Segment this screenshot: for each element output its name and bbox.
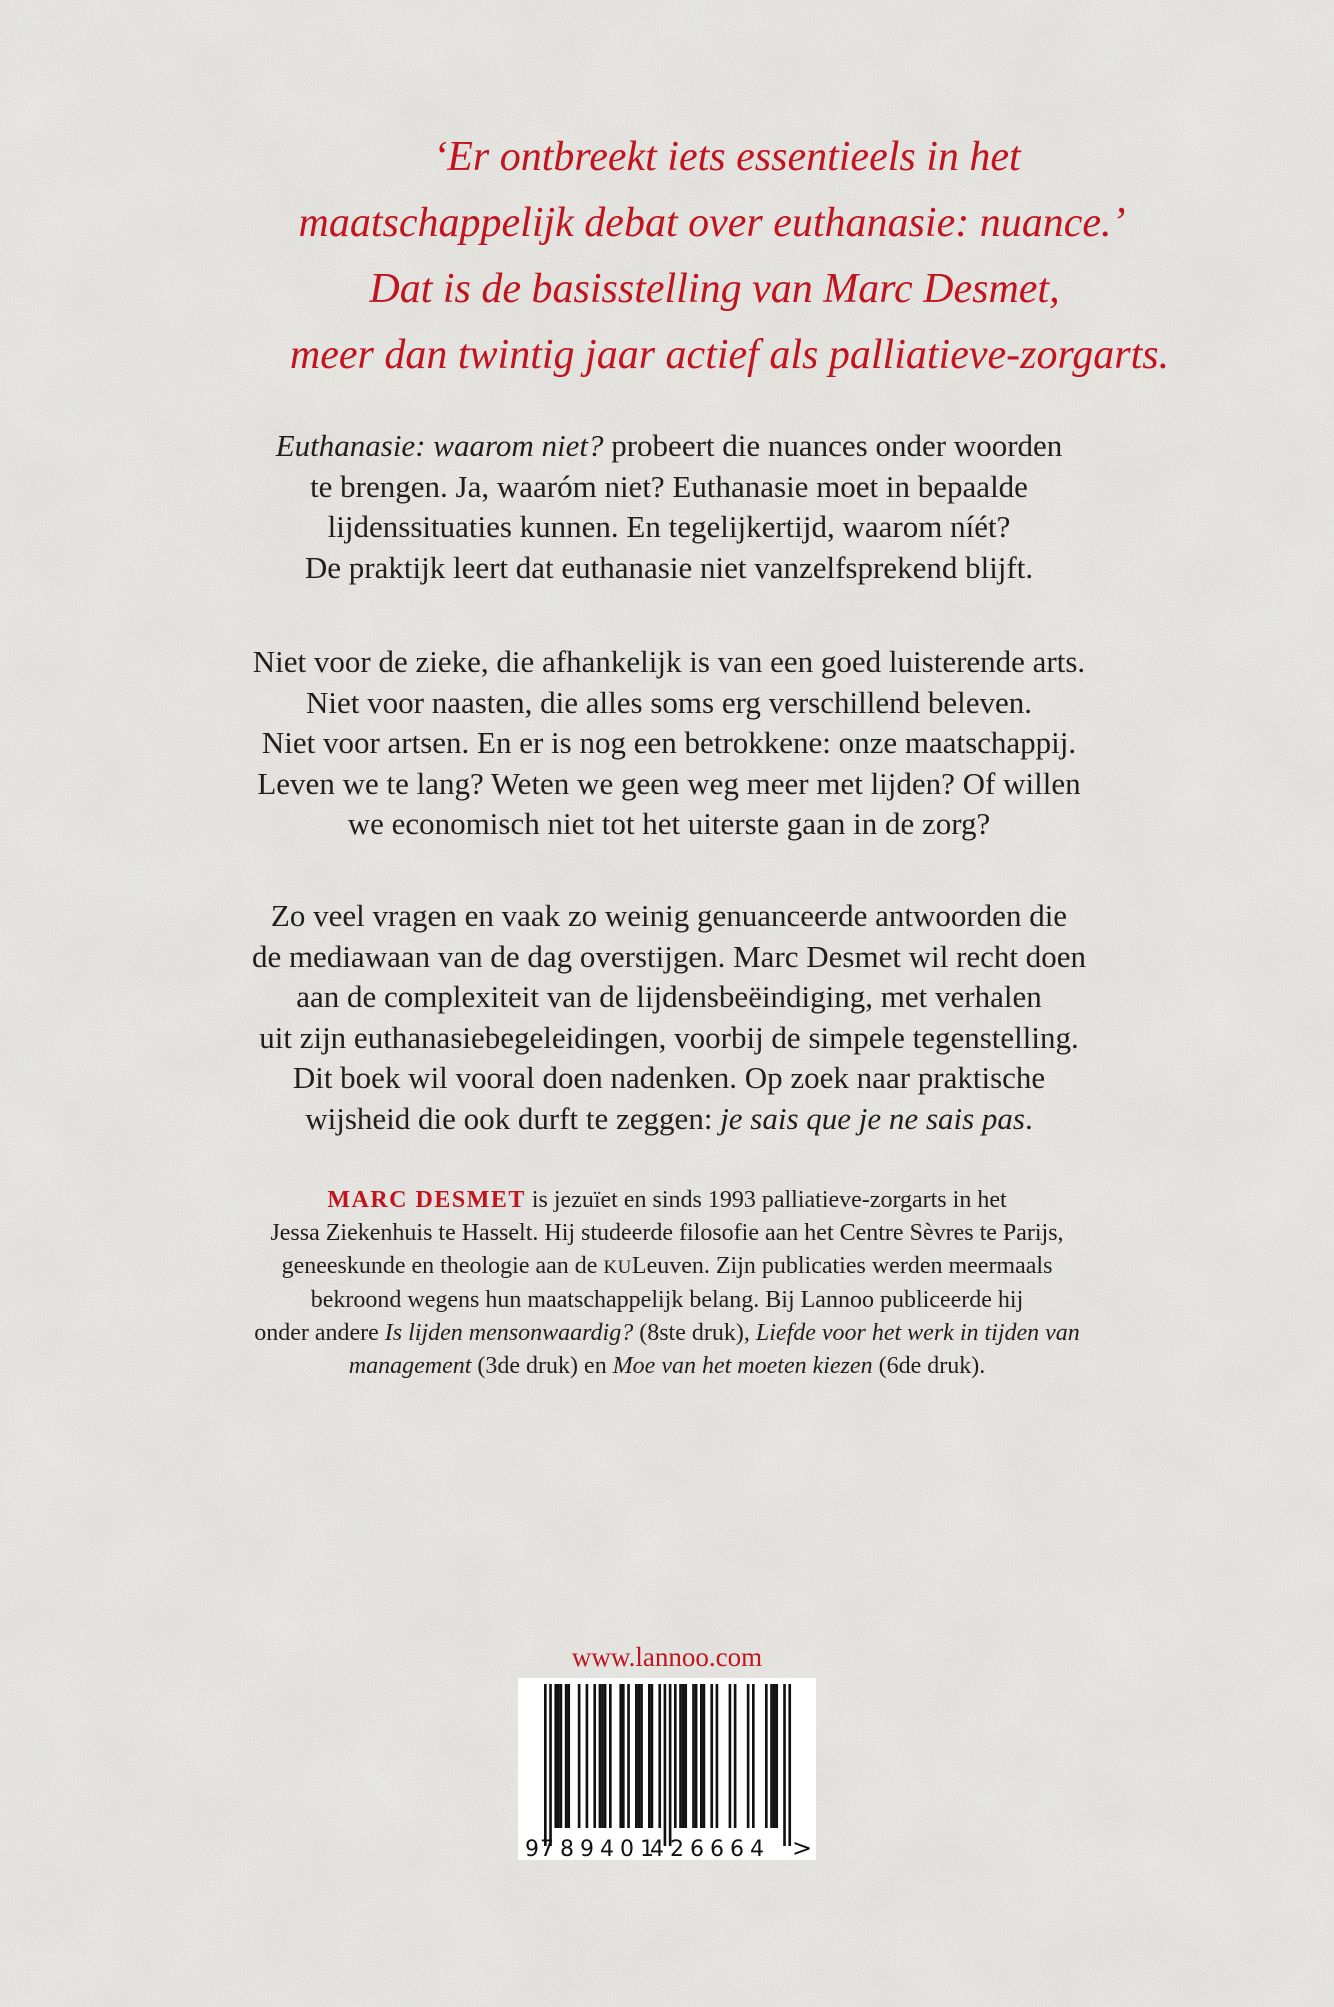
barcode-bar xyxy=(710,1684,713,1828)
paragraph-line: te brengen. Ja, waaróm niet? Euthanasie moet in bepaalde xyxy=(310,468,1028,504)
paragraph-line: aan de complexiteit van de lijdensbeëindiging, met verhalen xyxy=(296,979,1042,1014)
barcode-bar xyxy=(674,1684,677,1828)
barcode-bar xyxy=(567,1684,570,1828)
paragraph-line: Dit boek wil vooral doen nadenken. Op zoek naar praktische xyxy=(292,1060,1046,1095)
quote-line: maatschappelijk debat over euthanasie: nuance.’ xyxy=(298,200,1126,246)
quote-line: Dat is de basisstelling van Marc Desmet, xyxy=(369,266,1060,312)
bio-line xyxy=(0,1184,1334,1217)
book-title-2-cont: management xyxy=(348,1353,472,1379)
barcode-bar xyxy=(586,1684,589,1828)
university-smallcaps: KU xyxy=(603,1257,632,1278)
barcode-bar xyxy=(658,1684,661,1828)
barcode-bar xyxy=(578,1684,581,1828)
paragraph-line xyxy=(2,1099,1334,1140)
barcode-bar xyxy=(604,1684,607,1828)
barcode-bar xyxy=(773,1684,776,1828)
paragraph-text: . xyxy=(1025,1100,1033,1136)
bio-line xyxy=(0,1350,1334,1383)
barcode-bar xyxy=(560,1684,563,1828)
quote-line: ‘Er ontbreekt iets essentieels in het xyxy=(433,134,1021,180)
barcode-bar xyxy=(549,1684,552,1846)
quote-italic: je sais que je ne sais pas xyxy=(720,1100,1025,1136)
barcode-bar xyxy=(716,1684,719,1828)
barcode-bar xyxy=(664,1684,667,1846)
paragraph-line: Zo veel vragen en vaak zo weinig genuanceerde antwoorden die xyxy=(270,898,1068,933)
paragraph-text: wijsheid die ook durft te zeggen: xyxy=(305,1100,721,1136)
barcode-bar xyxy=(734,1684,737,1828)
barcode-bar xyxy=(747,1684,750,1828)
barcode-bar xyxy=(619,1684,622,1828)
barcode-bar xyxy=(682,1684,685,1828)
barcode-digit-group: 789401 xyxy=(540,1837,660,1860)
paragraph-line: uit zijn euthanasiebegeleidingen, voorbij de simpele tegenstelling. xyxy=(259,1019,1079,1055)
quote-line: meer dan twintig jaar actief als palliatieve-zorgarts. xyxy=(289,332,1170,378)
blurb-paragraph-1 xyxy=(0,426,1334,588)
barcode-bar xyxy=(729,1684,732,1828)
bio-line: Jessa Ziekenhuis te Hasselt. Hij studeerde filosofie aan het Centre Sèvres te Parijs, xyxy=(270,1220,1064,1246)
paragraph-line: we economisch niet tot het uiterste gaan in de zorg? xyxy=(347,806,991,841)
paragraph-line: Niet voor naasten, die alles soms erg verschillend beleven. xyxy=(306,684,1032,720)
paragraph-line: Niet voor de zieke, die afhankelijk is van een goed luisterende arts. xyxy=(252,644,1086,679)
barcode-bar xyxy=(601,1684,604,1828)
barcode-bar xyxy=(622,1684,625,1828)
book-title-3: Moe van het moeten kiezen xyxy=(612,1353,873,1379)
barcode-bar xyxy=(679,1684,682,1828)
paragraph-line: Leven we te lang? Weten we geen weg meer met lijden? Of willen xyxy=(257,765,1081,801)
blurb-paragraph-3 xyxy=(0,896,1334,1139)
barcode-bar xyxy=(651,1684,654,1828)
barcode-bar xyxy=(599,1684,602,1828)
bio-text: (6de druk). xyxy=(872,1353,986,1379)
barcode-bar xyxy=(695,1684,698,1828)
bio-text: Leuven. Zijn publicaties werden meermaals xyxy=(631,1253,1053,1279)
book-title-2: Liefde voor het werk in tijden van xyxy=(755,1320,1080,1346)
barcode-bar xyxy=(544,1684,547,1846)
barcode-digit-group: 9 xyxy=(525,1837,539,1860)
barcode-bar xyxy=(788,1684,791,1846)
bio-line xyxy=(0,1317,1334,1350)
barcode-bar xyxy=(752,1684,755,1828)
bio-line: bekroond wegens hun maatschappelijk belang. Bij Lannoo publiceerde hij xyxy=(310,1287,1024,1313)
author-name: MARC DESMET xyxy=(327,1187,526,1213)
barcode-digit-group: 426664 xyxy=(650,1837,770,1860)
paragraph-line: lijdenssituaties kunnen. En tegelijkertijd, waarom níét? xyxy=(327,509,1011,544)
barcode-bar xyxy=(692,1684,695,1828)
paragraph-line xyxy=(2,426,1334,467)
barcode-bar xyxy=(557,1684,560,1828)
bio-text: (8ste druk), xyxy=(633,1320,756,1346)
book-title-1: Is lijden mensonwaardig? xyxy=(384,1320,634,1346)
barcode-graphic xyxy=(518,1678,816,1860)
barcode-bar xyxy=(609,1684,612,1828)
author-bio xyxy=(0,1184,1334,1383)
blurb-paragraph-2 xyxy=(0,642,1334,845)
barcode-bar xyxy=(638,1684,641,1828)
barcode-bar xyxy=(635,1684,638,1828)
barcode-bar xyxy=(554,1684,557,1828)
barcode-bar xyxy=(648,1684,651,1828)
barcode-bar xyxy=(640,1684,643,1828)
paragraph-line: De praktijk leert dat euthanasie niet vanzelfsprekend blijft. xyxy=(304,549,1034,585)
barcode-digits xyxy=(525,1834,812,1860)
barcode-bar xyxy=(765,1684,768,1828)
barcode-bar xyxy=(783,1684,786,1846)
bio-text: (3de druk) en xyxy=(471,1353,613,1379)
barcode-bar xyxy=(775,1684,778,1828)
bio-text: is jezuïet en sinds 1993 palliatieve-zorgarts in het xyxy=(525,1187,1007,1213)
barcode-bar xyxy=(770,1684,773,1828)
paragraph-text: probeert die nuances onder woorden xyxy=(603,428,1063,463)
isbn-barcode xyxy=(518,1678,816,1860)
barcode-bar xyxy=(565,1684,568,1828)
barcode-bar xyxy=(627,1684,630,1828)
paragraph-line: de mediawaan van de dag overstijgen. Marc Desmet wil recht doen xyxy=(251,938,1087,974)
barcode-bar xyxy=(593,1684,596,1828)
barcode-bar xyxy=(700,1684,703,1828)
bio-line xyxy=(0,1250,1334,1284)
barcode-bar xyxy=(703,1684,706,1828)
paragraph-line: Niet voor artsen. En er is nog een betrokkene: onze maatschappij. xyxy=(261,725,1077,760)
pull-quote xyxy=(0,124,1334,388)
barcode-bar xyxy=(669,1684,672,1846)
barcode-marker: > xyxy=(791,1834,813,1860)
publisher-url[interactable]: www.lannoo.com xyxy=(571,1642,763,1672)
bio-text: geneeskunde en theologie aan de xyxy=(281,1253,604,1279)
bio-text: onder andere xyxy=(254,1320,385,1346)
book-title-italic: Euthanasie: waarom niet? xyxy=(275,428,604,463)
barcode-bar xyxy=(684,1684,687,1828)
